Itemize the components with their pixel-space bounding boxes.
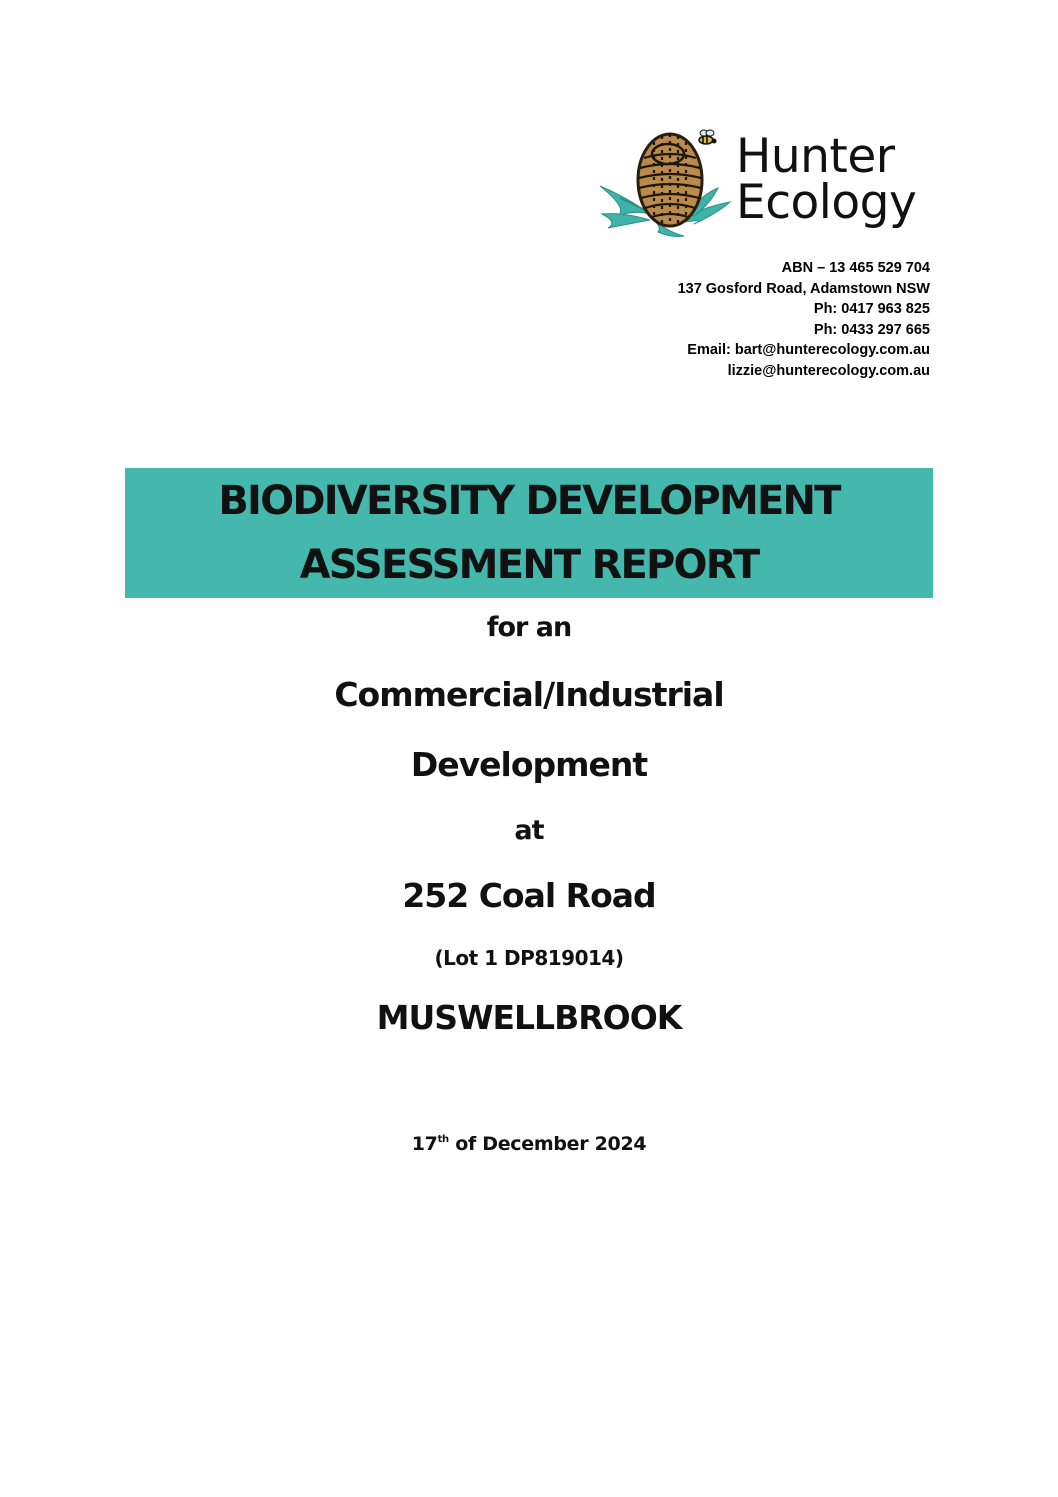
phone-1-text: Ph: 0417 963 825	[813, 301, 930, 318]
report-title-banner	[125, 468, 933, 598]
address-text: 137 Gosford Road, Adamstown NSW	[677, 280, 930, 297]
contact-block	[678, 258, 930, 382]
lot-reference: (Lot 1 DP819014)	[434, 946, 624, 970]
report-title-line-2: ASSESSMENT REPORT	[299, 542, 759, 588]
site-address: 252 Coal Road	[402, 876, 656, 915]
development-type-line-1: Commercial/Industrial	[334, 675, 724, 714]
email-1-text: Email: bart@hunterecology.com.au	[687, 342, 930, 359]
banksia-flower-with-bee-icon	[598, 128, 733, 243]
logo-line-ecology: Ecology	[736, 175, 917, 230]
phone-2-text: Ph: 0433 297 665	[813, 321, 930, 338]
logo-line-hunter: Hunter	[736, 129, 895, 184]
email-2-text: lizzie@hunterecology.com.au	[727, 362, 930, 379]
report-date	[0, 1133, 1058, 1155]
date-day: 17	[411, 1133, 438, 1155]
town-name: MUSWELLBROOK	[376, 998, 682, 1037]
development-type-line-2: Development	[410, 745, 648, 784]
report-title-line-1: BIODIVERSITY DEVELOPMENT	[218, 478, 840, 524]
abn-text: ABN – 13 465 529 704	[781, 260, 930, 276]
at-text: at	[514, 815, 544, 846]
logo-wordmark	[736, 129, 917, 230]
for-an-text: for an	[486, 612, 572, 643]
date-rest: of December 2024	[448, 1133, 647, 1155]
company-logo	[598, 128, 938, 243]
date-suffix: th	[437, 1134, 449, 1145]
